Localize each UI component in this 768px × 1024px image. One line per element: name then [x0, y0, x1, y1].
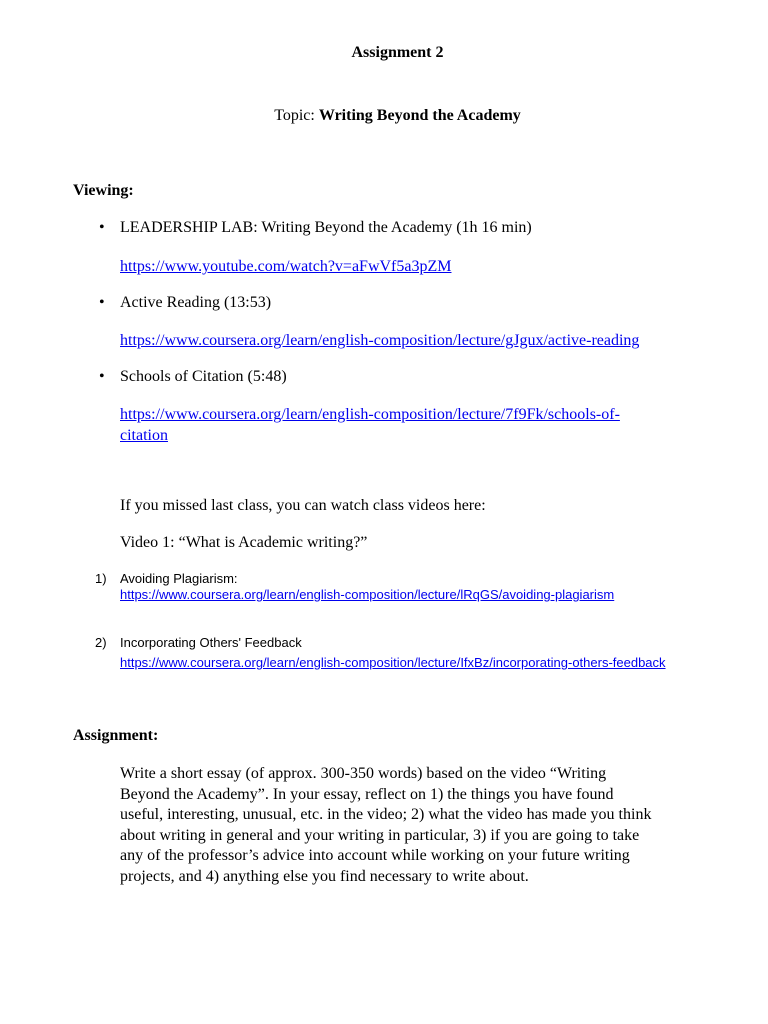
- assignment-line: useful, interesting, unusual, etc. in the video; 2) what the video has made you think: [120, 806, 652, 824]
- topic-label: Topic:: [274, 107, 315, 124]
- viewing-item-3-link-line2[interactable]: citation: [120, 427, 168, 444]
- bullet-icon: •: [99, 219, 105, 236]
- numbered-item-1-title: Avoiding Plagiarism:: [120, 571, 238, 586]
- bullet-icon: •: [99, 368, 105, 385]
- viewing-item-1-title: LEADERSHIP LAB: Writing Beyond the Academy (1h 16 min): [120, 219, 532, 236]
- list-number: 1): [95, 571, 107, 586]
- assignment-line: projects, and 4) anything else you find necessary to write about.: [120, 867, 529, 885]
- numbered-item-2-link[interactable]: https://www.coursera.org/learn/english-composition/lecture/IfxBz/incorporating-others-feedback: [120, 655, 666, 670]
- document-title: Assignment 2: [351, 44, 444, 61]
- bullet-icon: •: [99, 294, 105, 311]
- assignment-line: about writing in general and your writing in particular, 3) if you are going to take: [120, 826, 640, 844]
- video-1-text: Video 1: “What is Academic writing?”: [120, 534, 368, 551]
- viewing-heading: Viewing:: [73, 182, 134, 199]
- viewing-item-3-link[interactable]: [120, 404, 720, 446]
- topic-value: Writing Beyond the Academy: [318, 107, 521, 124]
- viewing-item-3-link-line1[interactable]: https://www.coursera.org/learn/english-composition/lecture/7f9Fk/schools-of-: [120, 406, 620, 423]
- viewing-item-2-title: Active Reading (13:53): [120, 294, 272, 311]
- assignment-body: [120, 764, 732, 888]
- assignment-line: any of the professor’s advice into account while working on your future writing: [120, 847, 630, 865]
- viewing-item-2-link[interactable]: https://www.coursera.org/learn/english-composition/lecture/gJgux/active-reading: [120, 332, 640, 349]
- assignment-heading: Assignment:: [73, 727, 159, 744]
- topic-line: [0, 107, 768, 125]
- missed-class-text: If you missed last class, you can watch class videos here:: [120, 497, 486, 514]
- numbered-item-1-link[interactable]: https://www.coursera.org/learn/english-composition/lecture/lRqGS/avoiding-plagiarism: [120, 587, 615, 602]
- viewing-item-1-link[interactable]: https://www.youtube.com/watch?v=aFwVf5a3pZM: [120, 258, 452, 275]
- list-number: 2): [95, 635, 107, 650]
- assignment-line: Write a short essay (of approx. 300-350 words) based on the video “Writing: [120, 765, 607, 782]
- viewing-item-3-title: Schools of Citation (5:48): [120, 368, 287, 385]
- numbered-item-2-title: Incorporating Others' Feedback: [120, 635, 302, 650]
- assignment-line: Beyond the Academy”. In your essay, reflect on 1) the things you have found: [120, 785, 614, 803]
